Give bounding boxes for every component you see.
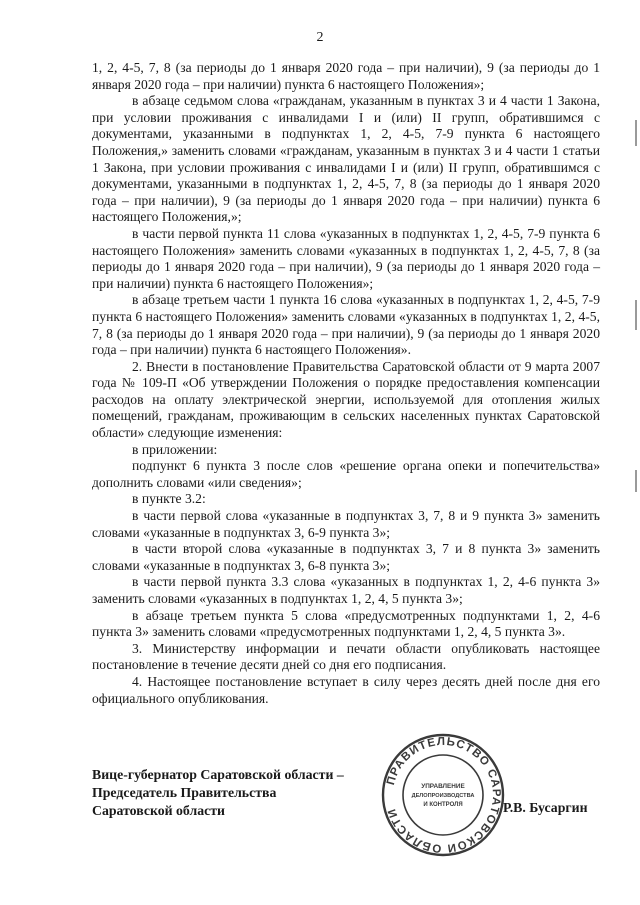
paragraph: в части первой слова «указанные в подпунктах 3, 7, 8 и 9 пункта 3» заменить словами «указанные в подпунктах 3, 6-9 пункта 3»; (92, 508, 600, 540)
paragraph: в пункте 3.2: (132, 491, 206, 507)
paragraph: 4. Настоящее постановление вступает в силу через десять дней после дня его официального опубликования. (92, 673, 600, 706)
document-body (92, 60, 600, 707)
signature-block (92, 766, 392, 820)
signatory-title-line: Председатель Правительства (92, 785, 277, 800)
paragraph: 1, 2, 4-5, 7, 8 (за периоды до 1 января 2020 года – при наличии), 9 (за периоды до 1 января 2020 года – при наличии) пункта 6 настоящего Положения»; (92, 60, 600, 92)
stamp-center-text: И КОНТРОЛЯ (423, 802, 463, 808)
signatory-name: Р.В. Бусаргин (503, 800, 588, 815)
signatory-title-line: Саратовской области (92, 803, 225, 818)
stamp-center-text: ДЕЛОПРОИЗВОДСТВА (411, 793, 475, 799)
paragraph: 3. Министерству информации и печати области опубликовать настоящее постановление в течение десяти дней со дня его подписания. (92, 640, 600, 673)
stamp-center-text: УПРАВЛЕНИЕ (421, 783, 465, 790)
paragraph: в части первой пункта 3.3 слова «указанных в подпунктах 1, 2, 4-6 пункта 3» заменить словами «указанных в подпунктах 1, 2, 4, 5 пункта 3»; (92, 574, 600, 606)
paragraph: 2. Внести в постановление Правительства Саратовской области от 9 марта 2007 года № 109-П «Об утверждении Положения о порядке предоставления компенсации расходов на оплату электрической энергии, используемой для отопления жилых помещений, гражданам, проживающим в сельских населенных пунктах Саратовской области» следующие изменения: (92, 358, 600, 441)
paragraph: в приложении: (132, 441, 218, 457)
stamp-ring-text: ПРАВИТЕЛЬСТВО САРАТОВСКОЙ ОБЛАСТИ (385, 735, 503, 855)
paragraph: подпункт 6 пункта 3 после слов «решение органа опеки и попечительства» дополнить словами «или сведения»; (92, 458, 600, 490)
paragraph: в части первой пункта 11 слова «указанных в подпунктах 1, 2, 4-5, 7-9 пункта 6 настоящего Положения» заменить словами «указанных в подпунктах 1, 2, 4-5, 7, 8 (за периоды до 1 января 2020 года – при наличии), 9 (за периоды до 1 января 2020 года – при наличии) пункта 6 настоящего Положения»; (92, 225, 600, 291)
paragraph: в абзаце третьем пункта 5 слова «предусмотренных подпунктами 1, 2, 4-6 пункта 3» заменить словами «предусмотренных подпунктами 1, 2, 4, 5 пункта 3». (92, 607, 600, 640)
official-stamp (380, 732, 506, 858)
signatory-title-line: Вице-губернатор Саратовской области – (92, 767, 344, 782)
scan-edge-mark (635, 300, 637, 330)
paragraph: в абзаце седьмом слова «гражданам, указанным в пунктах 3 и 4 части 1 Закона, при условии проживания с инвалидами I и (или) II групп, обратившимся с документами, указанными в подпунктах 1, 2, 4-5, 7-9 пункта 6 настоящего Положения,» заменить словами «гражданам, указанным в пунктах 3 и 4 части 1 статьи 1 Закона, при условии проживания с инвалидами I и (или) II групп, обратившимся с документами, указанными в подпунктах 1, 2, 4-5, 7, 8 (за периоды до 1 января 2020 года – при наличии), 9 (за периоды до 1 января 2020 года – при наличии) пункта 6 настоящего Положения,»; (92, 93, 600, 225)
paragraph: в части второй слова «указанные в подпунктах 3, 7 и 8 пункта 3» заменить словами «указанные в подпунктах 3, 6-8 пункта 3»; (92, 541, 600, 573)
paragraph: в абзаце третьем части 1 пункта 16 слова «указанных в подпунктах 1, 2, 4-5, 7-9 пункта 6 настоящего Положения» заменить словами «указанных в подпунктах 1, 2, 4-5, 7, 8 (за периоды до 1 января 2020 года – при наличии), 9 (за периоды до 1 января 2020 года – при наличии) пункта 6 настоящего Положения». (92, 292, 600, 358)
page-number: 2 (316, 30, 324, 45)
scan-edge-mark (635, 470, 637, 492)
scan-edge-mark (635, 120, 637, 146)
